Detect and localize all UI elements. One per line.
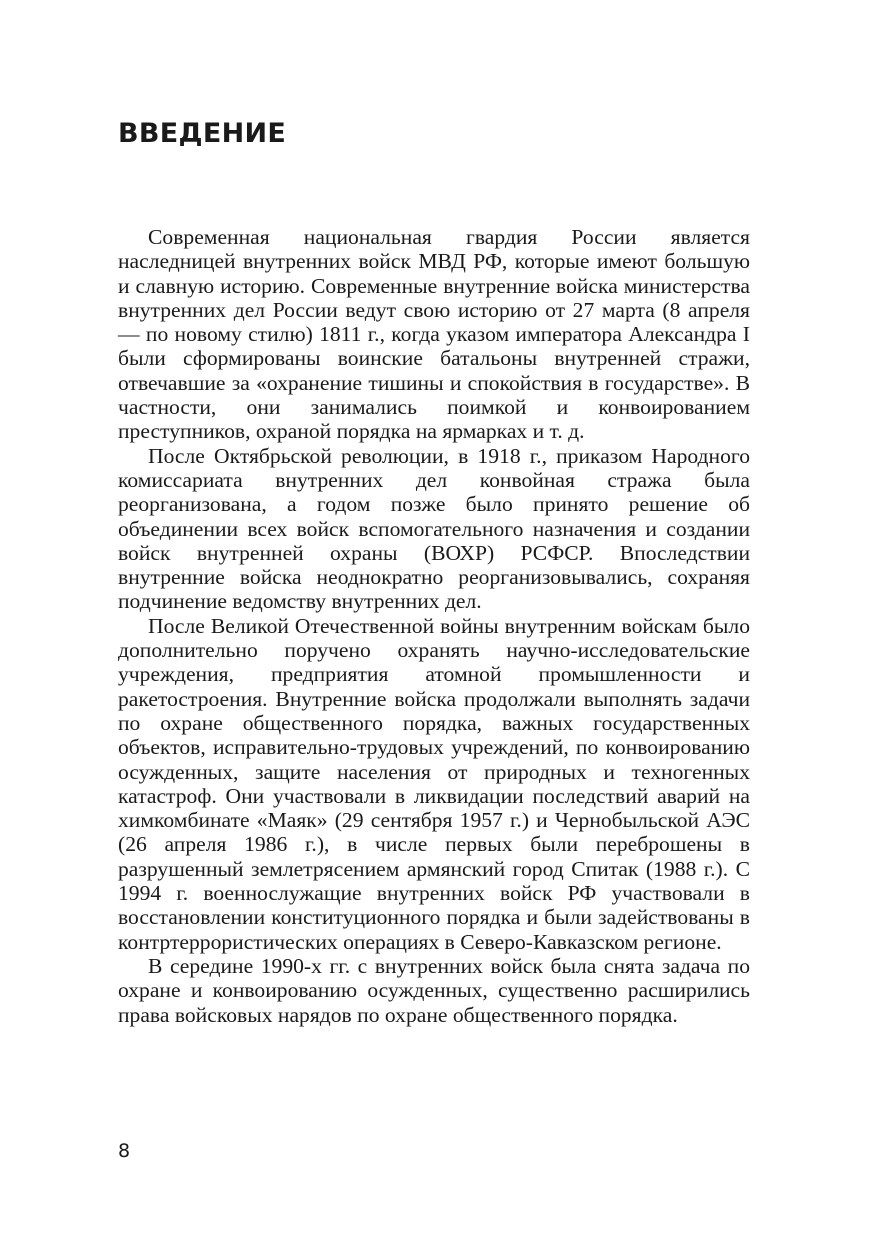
paragraph: После Великой Отечественной войны внутренним войскам было дополнительно поручено охранять научно-исследовательские учреждения, предприятия атомной промышленности и ракетостроения. Внутренние войска продолжали выполнять задачи по охране общественного порядка, важных государственных объектов, исправительно-трудовых учреждений, по конвоированию осужденных, защите населения от природных и техногенных катастроф. Они участвовали в ликвидации последствий аварий на химкомбинате «Маяк» (29 сентября 1957 г.) и Чернобыльской АЭС (26 апреля 1986 г.), в числе первых были переброшены в разрушенный землетрясением армянский город Спитак (1988 г.). С 1994 г. военнослужащие внутренних войск РФ участвовали в восстановлении конституционного порядка и были задействованы в контртеррористических операциях в Северо-Кавказском регионе. <box>118 613 750 954</box>
page-number: 8 <box>118 1140 131 1162</box>
body-text <box>118 225 750 1027</box>
paragraph: После Октябрьской революции, в 1918 г., приказом Народного комиссариата внутренних дел конвойная стража была реорганизована, а годом позже было принято решение об объединении всех войск вспомогательного назначения и создании войск внутренней охраны (ВОХР) РСФСР. Впоследствии внутренние войска неоднократно реорганизовывались, сохраняя подчинение ведомству внутренних дел. <box>118 443 750 614</box>
paragraph: Современная национальная гвардия России является наследницей внутренних войск МВД РФ, которые имеют большую и славную историю. Современные внутренние войска министерства внутренних дел России ведут свою историю от 27 марта (8 апреля — по новому стилю) 1811 г., когда указом императора Александра I были сформированы воинские батальоны внутренней стражи, отвечавшие за «охранение тишины и спокойствия в государстве». В частности, они занимались поимкой и конвоированием преступников, охраной порядка на ярмарках и т. д. <box>118 225 750 444</box>
paragraph: В середине 1990-х гг. с внутренних войск была снята задача по охране и конвоированию осужденных, существенно расширились права войсковых нарядов по охране общественного порядка. <box>118 953 750 1027</box>
chapter-heading: ВВЕДЕНИЕ <box>118 118 287 149</box>
